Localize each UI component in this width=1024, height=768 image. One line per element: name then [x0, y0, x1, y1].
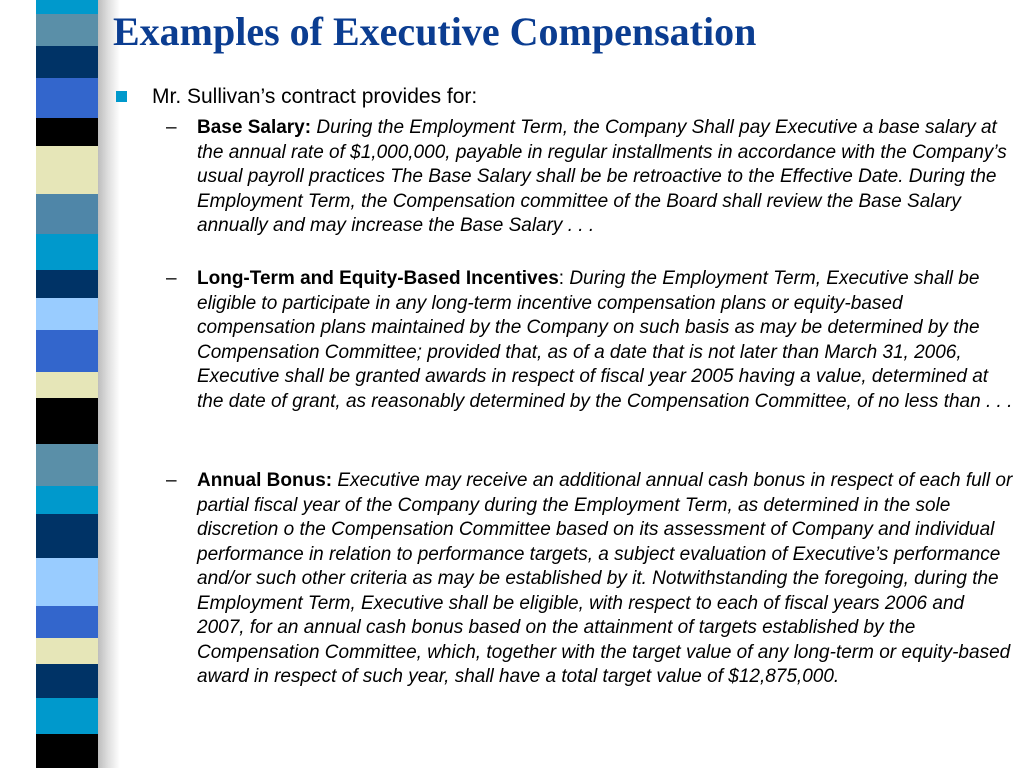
stripe-block [36, 0, 98, 14]
sub-item-punct: : [558, 268, 565, 289]
stripe-block [36, 664, 98, 698]
sub-item-label: Base Salary: [197, 117, 312, 138]
stripe-block [36, 234, 98, 270]
stripe-block [36, 444, 98, 486]
stripe-block [36, 330, 98, 372]
sub-item-base-salary [166, 116, 1016, 239]
dash-bullet: – [166, 117, 177, 138]
stripe-block [36, 398, 98, 444]
stripe-block [36, 638, 98, 664]
sub-item-text [197, 116, 1016, 239]
sub-item-body: During the Employment Term, Executive shall be eligible to participate in any long-term incentive compensation plans or equity-based compensation plans maintained by the Company on such basis as may be determined by the Compensation Committee; provided that, as of a date that is not later than March 31, 2006, Executive shall be granted awards in respect of fiscal year 2005 having a value, determined at the date of grant, as reasonably determined by the Compensation Committee, of no less than . . . [197, 268, 1013, 412]
stripe-block [36, 270, 98, 298]
sub-item-body: During the Employment Term, the Company Shall pay Executive a base salary at the annual rate of $1,000,000, payable in regular installments in accordance with the Company’s usual payroll practices The Base Salary shall be be retroactive to the Effective Date. During the Employment Term, the Compensation committee of the Board shall review the Base Salary annually and may increase the Base Salary . . . [197, 117, 1007, 236]
bullet-text: Mr. Sullivan’s contract provides for: [152, 85, 478, 108]
dash-bullet: – [166, 268, 177, 289]
stripe-block [36, 146, 98, 194]
sub-item-text [197, 267, 1016, 414]
sub-item-text [197, 469, 1016, 690]
stripe-block [36, 372, 98, 398]
stripe-block [36, 698, 98, 734]
sub-item-long-term-incentives [166, 267, 1016, 414]
dash-bullet: – [166, 470, 177, 491]
stripe-shadow [98, 0, 120, 768]
stripe-block [36, 298, 98, 330]
stripe-block [36, 514, 98, 558]
decorative-stripe-bar [36, 0, 98, 768]
stripe-block [36, 734, 98, 768]
stripe-block [36, 194, 98, 234]
stripe-block [36, 46, 98, 78]
stripe-block [36, 78, 98, 118]
sub-item-label: Long-Term and Equity-Based Incentives [197, 268, 559, 289]
slide-title: Examples of Executive Compensation [113, 9, 757, 54]
stripe-block [36, 486, 98, 514]
sub-item-label: Annual Bonus: [197, 470, 333, 491]
stripe-block [36, 606, 98, 638]
sub-item-annual-bonus [166, 469, 1016, 690]
stripe-block [36, 558, 98, 606]
square-bullet-icon [116, 91, 127, 102]
stripe-block [36, 14, 98, 46]
stripe-block [36, 118, 98, 146]
sub-item-body: Executive may receive an additional annual cash bonus in respect of each full or partial fiscal year of the Company during the Employment Term, as determined in the sole discretion o the Compensation Committee based on its assessment of Company and individual performance in relation to performance targets, a subject evaluation of Executive’s performance and/or such other criteria as may be established by it. Notwithstanding the foregoing, during the Employment Term, Executive shall be eligible, with respect to each of fiscal years 2006 and 2007, for an annual cash bonus based on the attainment of targets established by the Compensation Committee, which, together with the target value of any long-term or equity-based award in respect of such year, shall have a total target value of $12,875,000. [197, 470, 1013, 687]
